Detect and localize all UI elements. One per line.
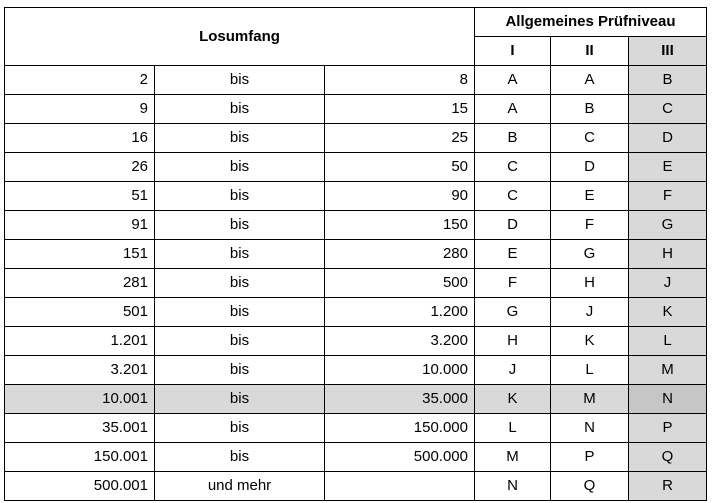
table-row [5, 356, 707, 385]
lot-size-to: 1.200 [325, 298, 475, 327]
lot-size-from: 150.001 [5, 443, 155, 472]
lot-size-from: 151 [5, 240, 155, 269]
code-level-3: C [629, 95, 707, 124]
code-level-2: N [551, 414, 629, 443]
code-level-2: L [551, 356, 629, 385]
lot-size-from: 91 [5, 211, 155, 240]
lot-size-separator: bis [155, 124, 325, 153]
lot-size-from: 26 [5, 153, 155, 182]
code-level-1: M [475, 443, 551, 472]
code-level-2: C [551, 124, 629, 153]
code-level-3: M [629, 356, 707, 385]
lot-size-to: 15 [325, 95, 475, 124]
code-level-2: P [551, 443, 629, 472]
lot-size-separator: bis [155, 240, 325, 269]
code-level-2: M [551, 385, 629, 414]
lot-size-to: 25 [325, 124, 475, 153]
code-level-2: F [551, 211, 629, 240]
lot-size-separator: bis [155, 298, 325, 327]
lot-size-to: 280 [325, 240, 475, 269]
code-level-3: L [629, 327, 707, 356]
code-level-1: C [475, 182, 551, 211]
table-row [5, 327, 707, 356]
lot-size-separator: bis [155, 182, 325, 211]
lot-size-from: 1.201 [5, 327, 155, 356]
code-level-2: J [551, 298, 629, 327]
code-level-1: H [475, 327, 551, 356]
lot-size-header: Losumfang [5, 8, 475, 66]
table-row [5, 443, 707, 472]
code-level-3: Q [629, 443, 707, 472]
code-level-2: D [551, 153, 629, 182]
inspection-level-header: Allgemeines Prüfniveau [475, 8, 707, 37]
code-level-3: H [629, 240, 707, 269]
code-level-3: F [629, 182, 707, 211]
code-level-3: J [629, 269, 707, 298]
code-level-3: G [629, 211, 707, 240]
level-header-2: II [551, 37, 629, 66]
sample-size-code-table [4, 7, 707, 501]
lot-size-separator: bis [155, 327, 325, 356]
lot-size-from: 16 [5, 124, 155, 153]
code-level-1: E [475, 240, 551, 269]
code-level-1: G [475, 298, 551, 327]
table-row [5, 240, 707, 269]
code-level-1: K [475, 385, 551, 414]
table-row [5, 298, 707, 327]
table-row [5, 124, 707, 153]
lot-size-to: 150.000 [325, 414, 475, 443]
lot-size-from: 281 [5, 269, 155, 298]
code-level-3: B [629, 66, 707, 95]
lot-size-from: 501 [5, 298, 155, 327]
code-level-3: N [629, 385, 707, 414]
code-level-2: B [551, 95, 629, 124]
lot-size-separator: bis [155, 385, 325, 414]
table-row [5, 211, 707, 240]
lot-size-to: 8 [325, 66, 475, 95]
header-row-top [5, 8, 707, 37]
table-row [5, 66, 707, 95]
lot-size-separator: bis [155, 414, 325, 443]
lot-size-from: 10.001 [5, 385, 155, 414]
lot-size-separator: bis [155, 443, 325, 472]
table-row [5, 269, 707, 298]
lot-size-to: 500.000 [325, 443, 475, 472]
table-row [5, 414, 707, 443]
lot-size-separator: bis [155, 95, 325, 124]
level-header-3: III [629, 37, 707, 66]
lot-size-to: 35.000 [325, 385, 475, 414]
lot-size-to: 500 [325, 269, 475, 298]
lot-size-to: 50 [325, 153, 475, 182]
code-level-3: R [629, 472, 707, 501]
table-row [5, 182, 707, 211]
code-level-1: J [475, 356, 551, 385]
code-level-2: A [551, 66, 629, 95]
code-level-2: E [551, 182, 629, 211]
lot-size-from: 2 [5, 66, 155, 95]
code-level-1: B [475, 124, 551, 153]
table-row [5, 95, 707, 124]
code-level-2: G [551, 240, 629, 269]
lot-size-to [325, 472, 475, 501]
code-level-3: K [629, 298, 707, 327]
table-row [5, 153, 707, 182]
code-level-1: L [475, 414, 551, 443]
lot-size-to: 3.200 [325, 327, 475, 356]
lot-size-from: 51 [5, 182, 155, 211]
table-body [5, 66, 707, 501]
code-level-1: F [475, 269, 551, 298]
code-level-1: N [475, 472, 551, 501]
code-level-3: D [629, 124, 707, 153]
lot-size-from: 500.001 [5, 472, 155, 501]
code-level-2: K [551, 327, 629, 356]
code-level-2: Q [551, 472, 629, 501]
code-level-3: P [629, 414, 707, 443]
code-level-1: D [475, 211, 551, 240]
lot-size-separator: bis [155, 153, 325, 182]
level-header-1: I [475, 37, 551, 66]
code-level-1: A [475, 66, 551, 95]
lot-size-from: 9 [5, 95, 155, 124]
code-level-1: A [475, 95, 551, 124]
lot-size-separator: bis [155, 66, 325, 95]
table-row [5, 385, 707, 414]
lot-size-from: 35.001 [5, 414, 155, 443]
lot-size-to: 10.000 [325, 356, 475, 385]
lot-size-to: 150 [325, 211, 475, 240]
lot-size-from: 3.201 [5, 356, 155, 385]
lot-size-separator: bis [155, 356, 325, 385]
lot-size-separator: und mehr [155, 472, 325, 501]
code-level-3: E [629, 153, 707, 182]
sample-size-code-table-container [4, 7, 706, 501]
lot-size-separator: bis [155, 211, 325, 240]
code-level-1: C [475, 153, 551, 182]
lot-size-to: 90 [325, 182, 475, 211]
table-row [5, 472, 707, 501]
code-level-2: H [551, 269, 629, 298]
lot-size-separator: bis [155, 269, 325, 298]
